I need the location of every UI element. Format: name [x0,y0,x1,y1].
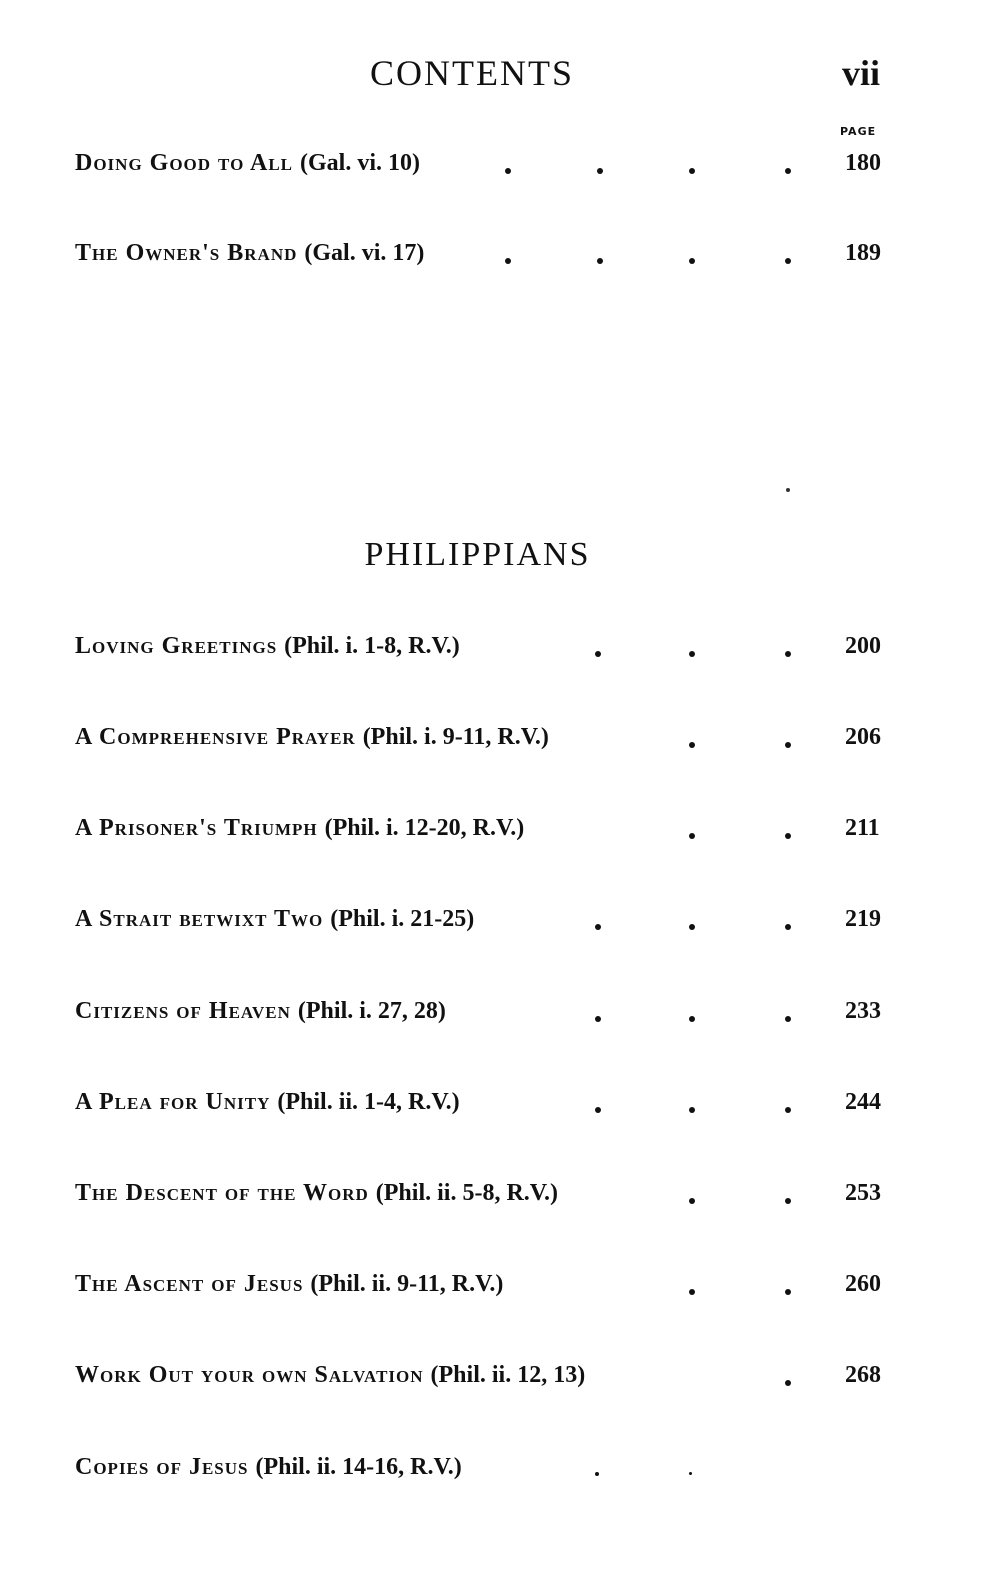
toc-page-number: 253 [845,1180,881,1206]
toc-title-text: Work Out your own Salvation [75,1362,424,1388]
toc-entry [75,150,895,190]
toc-entry [75,1271,895,1311]
toc-title-text: The Ascent of Jesus [75,1271,304,1297]
toc-entry-title [75,724,549,751]
toc-page-number: 233 [845,998,881,1024]
toc-page-number: 219 [845,906,881,932]
toc-scripture-ref: (Phil. ii. 12, 13) [430,1362,586,1388]
leader-dot [595,1472,599,1476]
leader-dot [689,924,695,930]
toc-entry [75,1362,895,1402]
toc-entry [75,1089,895,1129]
leader-dot [689,833,695,839]
toc-entry [75,998,895,1038]
page-header [0,52,1000,102]
leader-dot [785,1198,791,1204]
toc-entry-title [75,1454,462,1481]
leader-dot [785,651,791,657]
leader-dot [689,742,695,748]
leader-dot [785,833,791,839]
leader-dot [689,1289,695,1295]
toc-entry-title [75,1180,558,1207]
leader-dot [505,168,511,174]
toc-entry-title [75,1271,503,1298]
toc-entry [75,906,895,946]
leader-dot [785,1380,791,1386]
toc-scripture-ref: (Phil. ii. 14-16, R.V.) [255,1454,462,1480]
leader-dot [595,1016,601,1022]
toc-entry-title [75,815,524,842]
toc-page-number: 260 [845,1271,881,1297]
toc-entry-title [75,1089,460,1116]
toc-entry-title [75,633,460,660]
toc-page-number: 189 [845,240,881,266]
toc-entry-title [75,998,446,1025]
toc-entry [75,240,895,280]
toc-title-text: A Strait betwixt Two [75,906,324,932]
leader-dot [785,258,791,264]
toc-scripture-ref: (Phil. i. 27, 28) [297,998,446,1024]
toc-title-text: Loving Greetings [75,633,278,659]
toc-scripture-ref: (Gal. vi. 17) [304,240,425,266]
toc-page-number: 180 [845,150,881,176]
leader-dot [597,168,603,174]
running-head: CONTENTS [370,53,574,93]
toc-scripture-ref: (Phil. i. 1-8, R.V.) [284,633,460,659]
leader-dot [595,924,601,930]
toc-entry-title [75,1362,585,1389]
leader-dot [785,1016,791,1022]
leader-dot [785,1107,791,1113]
toc-title-text: A Plea for Unity [75,1089,271,1115]
toc-entry [75,724,895,764]
toc-scripture-ref: (Phil. ii. 1-4, R.V.) [277,1089,460,1115]
toc-entry-title [75,240,424,267]
leader-dot [689,1107,695,1113]
toc-page-number: 268 [845,1362,881,1388]
toc-entry [75,815,895,855]
leader-dot [689,651,695,657]
leader-dot [595,1107,601,1113]
leader-dot [689,1198,695,1204]
toc-entry-title [75,150,420,177]
toc-scripture-ref: (Phil. ii. 5-8, R.V.) [375,1180,559,1206]
leader-dot [785,1289,791,1295]
leader-dot [597,258,603,264]
leader-dot [689,1472,692,1475]
leader-dot [595,651,601,657]
toc-scripture-ref: (Phil. ii. 9-11, R.V.) [310,1271,504,1297]
leader-dot [785,924,791,930]
toc-title-text: A Prisoner's Triumph [75,815,318,841]
toc-entry [75,1454,895,1494]
toc-title-text: The Descent of the Word [75,1180,369,1206]
stray-mark [786,488,790,492]
section-title: PHILIPPIANS [364,536,591,573]
toc-scripture-ref: (Phil. i. 9-11, R.V.) [362,724,549,750]
toc-title-text: Citizens of Heaven [75,998,291,1024]
leader-dot [689,168,695,174]
toc-entry [75,633,895,673]
toc-page-number: 244 [845,1089,881,1115]
toc-scripture-ref: (Gal. vi. 10) [300,150,421,176]
toc-scripture-ref: (Phil. i. 21-25) [330,906,475,932]
toc-title-text: The Owner's Brand [75,240,298,266]
leader-dot [505,258,511,264]
toc-entry-title [75,906,474,933]
leader-dot [785,168,791,174]
page-column-label: PAGE [840,125,877,138]
toc-title-text: Doing Good to All [75,150,294,176]
toc-page-number: 206 [845,724,881,750]
leader-dot [689,258,695,264]
leader-dot [689,1016,695,1022]
toc-scripture-ref: (Phil. i. 12-20, R.V.) [324,815,525,841]
leader-dot [785,742,791,748]
toc-entry [75,1180,895,1220]
toc-title-text: Copies of Jesus [75,1454,249,1480]
toc-page-number: 200 [845,633,881,659]
page-number: vii [842,53,881,93]
toc-page-number: 211 [845,815,880,841]
toc-title-text: A Comprehensive Prayer [75,724,356,750]
